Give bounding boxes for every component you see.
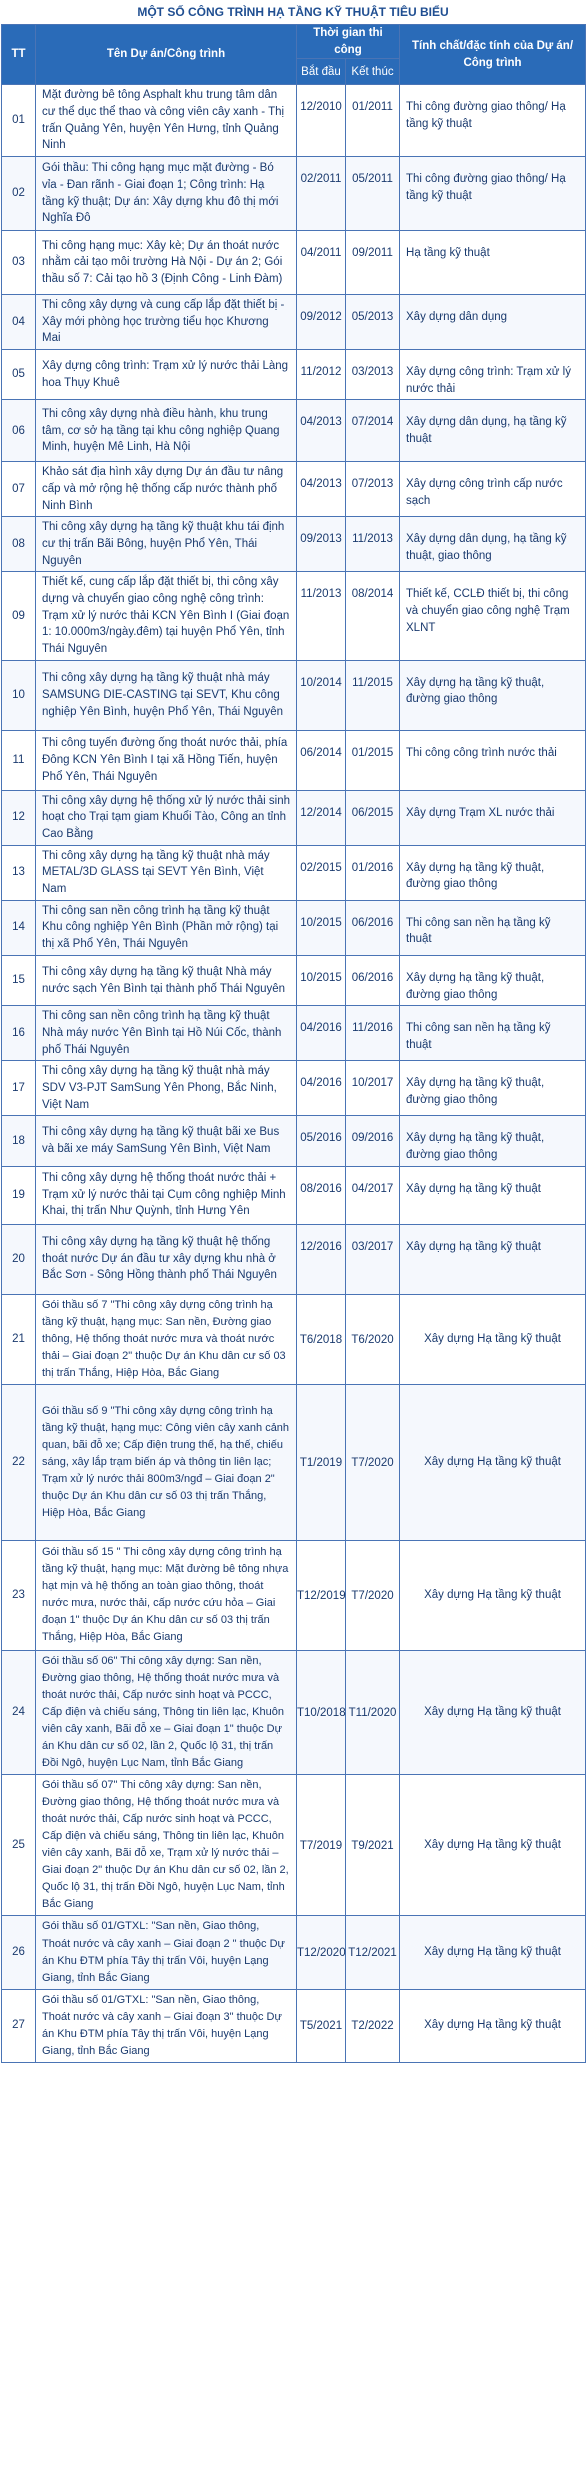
- row-number: 09: [2, 572, 36, 660]
- row-number: 18: [2, 1116, 36, 1166]
- project-nature: Xây dựng hạ tầng kỹ thuật, đường giao thông: [400, 955, 586, 1005]
- project-nature: Xây dựng công trình: Trạm xử lý nước thải: [400, 350, 586, 400]
- end-date: 06/2016: [346, 955, 400, 1005]
- end-date: 05/2011: [346, 157, 400, 231]
- project-nature: Xây dựng dân dụng: [400, 295, 586, 350]
- project-name: Thi công tuyến đường ống thoát nước thải, phía Đông KCN Yên Bình I tại xã Hồng Tiến, huyện Phổ Yên, Thái Nguyên: [36, 730, 297, 790]
- project-nature: Xây dựng Hạ tầng kỹ thuật: [400, 1989, 586, 2062]
- project-nature: Xây dựng hạ tầng kỹ thuật, đường giao thông: [400, 660, 586, 730]
- row-number: 16: [2, 1006, 36, 1061]
- table-row: [2, 1116, 586, 1166]
- project-nature: Thi công công trình nước thải: [400, 730, 586, 790]
- start-date: T10/2018: [297, 1650, 346, 1774]
- start-date: 10/2015: [297, 900, 346, 955]
- row-number: 13: [2, 845, 36, 900]
- row-number: 11: [2, 730, 36, 790]
- start-date: 10/2014: [297, 660, 346, 730]
- project-name: Thi công xây dựng hệ thống xử lý nước thải sinh hoạt cho Trại tạm giam Khuổi Tào, Công an tỉnh Cao Bằng: [36, 790, 297, 845]
- end-date: 11/2016: [346, 1006, 400, 1061]
- project-name: Xây dựng công trình: Trạm xử lý nước thải Làng hoa Thụy Khuê: [36, 350, 297, 400]
- project-name: Thi công hạng mục: Xây kè; Dự án thoát nước nhằm cải tạo môi trường Hà Nội - Dự án 2; Gói thầu số 7: Cải tạo hồ 3 (Định Công - Linh Đàm): [36, 231, 297, 295]
- project-nature: Thi công đường giao thông/ Hạ tầng kỹ thuật: [400, 85, 586, 157]
- row-number: 27: [2, 1989, 36, 2062]
- project-name: Khảo sát địa hình xây dựng Dự án đầu tư nâng cấp và mở rộng hệ thống cấp nước thành phố Ninh Bình: [36, 462, 297, 517]
- start-date: 06/2014: [297, 730, 346, 790]
- project-nature: Xây dựng Hạ tầng kỹ thuật: [400, 1650, 586, 1774]
- end-date: 01/2015: [346, 730, 400, 790]
- project-nature: Xây dựng hạ tầng kỹ thuật: [400, 1166, 586, 1224]
- table-row: [2, 1006, 586, 1061]
- page-title: MỘT SỐ CÔNG TRÌNH HẠ TẦNG KỸ THUẬT TIÊU BIỂU: [137, 5, 449, 19]
- start-date: 04/2011: [297, 231, 346, 295]
- project-nature: Thiết kế, CCLĐ thiết bị, thi công và chuyển giao công nghệ Trạm XLNT: [400, 572, 586, 660]
- table-row: [2, 955, 586, 1005]
- start-date: 12/2014: [297, 790, 346, 845]
- project-nature: Xây dựng dân dụng, hạ tầng kỹ thuật, giao thông: [400, 517, 586, 572]
- end-date: 04/2017: [346, 1166, 400, 1224]
- row-number: 17: [2, 1061, 36, 1116]
- row-number: 23: [2, 1540, 36, 1650]
- project-nature: Thi công san nền hạ tầng kỹ thuật: [400, 900, 586, 955]
- start-date: T7/2019: [297, 1775, 346, 1916]
- row-number: 03: [2, 231, 36, 295]
- row-number: 26: [2, 1916, 36, 1989]
- project-nature: Xây dựng hạ tầng kỹ thuật: [400, 1224, 586, 1294]
- header-name: Tên Dự án/Công trình: [36, 25, 297, 85]
- row-number: 19: [2, 1166, 36, 1224]
- start-date: 05/2016: [297, 1116, 346, 1166]
- project-nature: Xây dựng Hạ tầng kỹ thuật: [400, 1384, 586, 1540]
- project-nature: Xây dựng Hạ tầng kỹ thuật: [400, 1540, 586, 1650]
- project-name: Gói thầu số 01/GTXL: "San nền, Giao thông, Thoát nước và cây xanh – Giai đoạn 3" thuộc Dự án Khu ĐTM phía Tây thị trấn Vôi, huyện Lạng Giang, tỉnh Bắc Giang: [36, 1989, 297, 2062]
- project-name: Thi công san nền công trình hạ tầng kỹ thuật Nhà máy nước Yên Bình tại Hồ Núi Cốc, thành phố Thái Nguyên: [36, 1006, 297, 1061]
- table-body: [2, 85, 586, 2063]
- project-nature: Thi công san nền hạ tầng kỹ thuật: [400, 1006, 586, 1061]
- table-row: [2, 517, 586, 572]
- end-date: T9/2021: [346, 1775, 400, 1916]
- table-row: [2, 1166, 586, 1224]
- table-row: [2, 157, 586, 231]
- table-row: [2, 790, 586, 845]
- end-date: 11/2013: [346, 517, 400, 572]
- end-date: 08/2014: [346, 572, 400, 660]
- project-nature: Xây dựng hạ tầng kỹ thuật, đường giao thông: [400, 845, 586, 900]
- table-row: [2, 1061, 586, 1116]
- project-name: Thi công xây dựng hạ tầng kỹ thuật khu tái định cư thị trấn Bãi Bông, huyện Phổ Yên, Thái Nguyên: [36, 517, 297, 572]
- project-name: Thi công xây dựng hạ tầng kỹ thuật nhà máy SDV V3-PJT SamSung Yên Phong, Bắc Ninh, Việt Nam: [36, 1061, 297, 1116]
- project-name: Thi công xây dựng hạ tầng kỹ thuật hệ thống thoát nước Dự án đầu tư xây dựng khu nhà ở Bắc Sơn - Sông Hồng thành phố Thái Nguyên: [36, 1224, 297, 1294]
- end-date: T2/2022: [346, 1989, 400, 2062]
- start-date: 04/2013: [297, 462, 346, 517]
- header-nature: Tính chất/đặc tính của Dự án/ Công trình: [400, 25, 586, 85]
- end-date: T7/2020: [346, 1540, 400, 1650]
- project-nature: Xây dựng Hạ tầng kỹ thuật: [400, 1294, 586, 1384]
- project-name: Thi công xây dựng hệ thống thoát nước thải + Trạm xử lý nước thải tại Cụm công nghiệp Minh Khai, thị trấn Như Quỳnh, tỉnh Hưng Yên: [36, 1166, 297, 1224]
- table-row: [2, 660, 586, 730]
- end-date: 07/2013: [346, 462, 400, 517]
- project-name: Mặt đường bê tông Asphalt khu trung tâm dân cư thể dục thể thao và công viên cây xanh - Thị trấn Quảng Yên, huyện Yên Hưng, tỉnh Quảng Ninh: [36, 85, 297, 157]
- end-date: 06/2016: [346, 900, 400, 955]
- table-row: [2, 1384, 586, 1540]
- end-date: T7/2020: [346, 1384, 400, 1540]
- end-date: 10/2017: [346, 1061, 400, 1116]
- end-date: 03/2017: [346, 1224, 400, 1294]
- project-name: Thi công san nền công trình hạ tầng kỹ thuật Khu công nghiệp Yên Bình (Phần mở rộng) tại thị xã Phổ Yên, Thái Nguyên: [36, 900, 297, 955]
- end-date: T6/2020: [346, 1294, 400, 1384]
- project-nature: Xây dựng công trình cấp nước sạch: [400, 462, 586, 517]
- project-nature: Xây dựng Hạ tầng kỹ thuật: [400, 1775, 586, 1916]
- header-start: Bắt đầu: [297, 59, 346, 85]
- project-name: Gói thầu số 01/GTXL: "San nền, Giao thông, Thoát nước và cây xanh – Giai đoạn 2 " thuộc Dự án Khu ĐTM phía Tây thị trấn Vôi, huyện Lạng Giang, tỉnh Bắc Giang: [36, 1916, 297, 1989]
- project-name: Gói thầu số 07" Thi công xây dựng: San nền, Đường giao thông, Hệ thống thoát nước mưa và thoát nước thải, Cấp nước sinh hoạt và PCCC, Cấp điện và chiếu sáng, Thông tin liên lạc, Khuôn viên cây xanh, Bãi đỗ xe, Trạm xử lý nước thải – Giai đoạn 2" thuộc Dự án Khu dân cư số 02, lần 2, Quốc lộ 31, thị trấn Đồi Ngô, huyện Lục Nam, tỉnh Bắc Giang: [36, 1775, 297, 1916]
- row-number: 25: [2, 1775, 36, 1916]
- start-date: T5/2021: [297, 1989, 346, 2062]
- end-date: 09/2016: [346, 1116, 400, 1166]
- project-name: Gói thầu số 9 "Thi công xây dựng công trình hạ tầng kỹ thuật, hạng mục: Công viên cây xanh cảnh quan, bãi đỗ xe; Cấp điện trung thế, hạ thế, chiếu sáng, xây lắp trạm biến áp và thông tin liên lạc; Trạm xử lý nước thải 800m3/ngđ – Giai đoạn 2" thuộc Dự án Khu dân cư số 03 thị trấn Thắng, Hiệp Hòa, Bắc Giang: [36, 1384, 297, 1540]
- start-date: T6/2018: [297, 1294, 346, 1384]
- end-date: T11/2020: [346, 1650, 400, 1774]
- header-end: Kết thúc: [346, 59, 400, 85]
- end-date: 06/2015: [346, 790, 400, 845]
- project-name: Gói thầu số 7 "Thi công xây dựng công trình hạ tầng kỹ thuật, hạng mục: San nền, Đường giao thông, Hệ thống thoát nước mưa và thoát nước thải – Giai đoạn 2" thuộc Dự án Khu dân cư số 03 thị trấn Thắng, Hiệp Hòa, Bắc Giang: [36, 1294, 297, 1384]
- row-number: 22: [2, 1384, 36, 1540]
- end-date: 01/2011: [346, 85, 400, 157]
- table-row: [2, 1989, 586, 2062]
- start-date: 02/2015: [297, 845, 346, 900]
- table-row: [2, 1650, 586, 1774]
- start-date: 02/2011: [297, 157, 346, 231]
- table-row: [2, 1775, 586, 1916]
- project-nature: Thi công đường giao thông/ Hạ tầng kỹ thuật: [400, 157, 586, 231]
- end-date: 01/2016: [346, 845, 400, 900]
- row-number: 21: [2, 1294, 36, 1384]
- project-name: Gói thầu số 15 " Thi công xây dựng công trình hạ tầng kỹ thuật, hạng mục: Mặt đường bê tông nhựa hạt mịn và hệ thống an toàn giao thông, thoát nước mưa, nước thải, cấp nước cứu hỏa – Giai đoạn 1" thuộc Dự án Khu dân cư số 03 thị trấn Thắng, Hiệp Hòa, Bắc Giang: [36, 1540, 297, 1650]
- row-number: 01: [2, 85, 36, 157]
- row-number: 05: [2, 350, 36, 400]
- end-date: 05/2013: [346, 295, 400, 350]
- end-date: 09/2011: [346, 231, 400, 295]
- projects-table: [1, 24, 586, 2063]
- start-date: 09/2012: [297, 295, 346, 350]
- row-number: 06: [2, 400, 36, 462]
- row-number: 07: [2, 462, 36, 517]
- project-nature: Xây dựng hạ tầng kỹ thuật, đường giao thông: [400, 1061, 586, 1116]
- start-date: 04/2016: [297, 1006, 346, 1061]
- table-row: [2, 462, 586, 517]
- project-name: Gói thầu: Thi công hạng mục mặt đường - Bó vỉa - Đan rãnh - Giai đoạn 1; Công trình: Hạ tầng kỹ thuật; Dự án: Xây dựng khu đô thị mới Nghĩa Đô: [36, 157, 297, 231]
- table-row: [2, 1916, 586, 1989]
- start-date: 11/2012: [297, 350, 346, 400]
- row-number: 14: [2, 900, 36, 955]
- header-tt: TT: [2, 25, 36, 85]
- project-name: Thi công xây dựng hạ tầng kỹ thuật nhà máy METAL/3D GLASS tại SEVT Yên Bình, Việt Nam: [36, 845, 297, 900]
- start-date: 12/2010: [297, 85, 346, 157]
- project-name: Gói thầu số 06" Thi công xây dựng: San nền, Đường giao thông, Hệ thống thoát nước mưa và thoát nước thải, Cấp nước sinh hoạt và PCCC, Cấp điện và chiếu sáng, Thông tin liên lạc, Khuôn viên cây xanh, Bãi đỗ xe – Giai đoạn 1" thuộc Dự án Khu dân cư số 02, lần 2, Quốc lộ 31, thị trấn Đồi Ngô, huyện Lục Nam, tỉnh Bắc Giang: [36, 1650, 297, 1774]
- project-nature: Xây dựng Hạ tầng kỹ thuật: [400, 1916, 586, 1989]
- table-row: [2, 231, 586, 295]
- table-row: [2, 730, 586, 790]
- start-date: 11/2013: [297, 572, 346, 660]
- project-name: Thi công xây dựng và cung cấp lắp đặt thiết bị - Xây mới phòng học trường tiểu học Khương Mai: [36, 295, 297, 350]
- start-date: 09/2013: [297, 517, 346, 572]
- table-row: [2, 900, 586, 955]
- start-date: T12/2020: [297, 1916, 346, 1989]
- project-nature: Xây dựng hạ tầng kỹ thuật, đường giao thông: [400, 1116, 586, 1166]
- end-date: 03/2013: [346, 350, 400, 400]
- table-row: [2, 85, 586, 157]
- start-date: 12/2016: [297, 1224, 346, 1294]
- table-row: [2, 350, 586, 400]
- row-number: 20: [2, 1224, 36, 1294]
- end-date: T12/2021: [346, 1916, 400, 1989]
- row-number: 10: [2, 660, 36, 730]
- row-number: 15: [2, 955, 36, 1005]
- start-date: 10/2015: [297, 955, 346, 1005]
- project-name: Thi công xây dựng hạ tầng kỹ thuật Nhà máy nước sạch Yên Bình tại thành phố Thái Nguyên: [36, 955, 297, 1005]
- table-row: [2, 400, 586, 462]
- row-number: 08: [2, 517, 36, 572]
- start-date: 08/2016: [297, 1166, 346, 1224]
- row-number: 02: [2, 157, 36, 231]
- start-date: 04/2013: [297, 400, 346, 462]
- row-number: 24: [2, 1650, 36, 1774]
- table-row: [2, 1540, 586, 1650]
- table-row: [2, 845, 586, 900]
- project-nature: Hạ tầng kỹ thuật: [400, 231, 586, 295]
- project-nature: Xây dựng dân dụng, hạ tầng kỹ thuật: [400, 400, 586, 462]
- table-row: [2, 295, 586, 350]
- start-date: T12/2019: [297, 1540, 346, 1650]
- project-name: Thi công xây dựng hạ tầng kỹ thuật nhà máy SAMSUNG DIE-CASTING tại SEVT, Khu công nghiệp Yên Bình, huyện Phổ Yên, Thái Nguyên: [36, 660, 297, 730]
- project-name: Thi công xây dựng hạ tầng kỹ thuật bãi xe Bus và bãi xe máy SamSung Yên Bình, Việt Nam: [36, 1116, 297, 1166]
- table-header: [2, 25, 586, 85]
- project-name: Thiết kế, cung cấp lắp đặt thiết bị, thi công xây dựng và chuyển giao công nghệ công trình: Trạm xử lý nước thải KCN Yên Bình I (Giai đoạn 1: 10.000m3/ngày.đêm) tại huyện Phổ Yên, tỉnh Thái Nguyên: [36, 572, 297, 660]
- row-number: 04: [2, 295, 36, 350]
- end-date: 11/2015: [346, 660, 400, 730]
- project-nature: Xây dựng Trạm XL nước thải: [400, 790, 586, 845]
- table-row: [2, 572, 586, 660]
- row-number: 12: [2, 790, 36, 845]
- table-row: [2, 1294, 586, 1384]
- start-date: 04/2016: [297, 1061, 346, 1116]
- end-date: 07/2014: [346, 400, 400, 462]
- table-row: [2, 1224, 586, 1294]
- header-time: Thời gian thi công: [297, 25, 400, 59]
- project-name: Thi công xây dựng nhà điều hành, khu trung tâm, cơ sở hạ tầng tại khu công nghiệp Quang Minh, huyện Mê Linh, Hà Nội: [36, 400, 297, 462]
- start-date: T1/2019: [297, 1384, 346, 1540]
